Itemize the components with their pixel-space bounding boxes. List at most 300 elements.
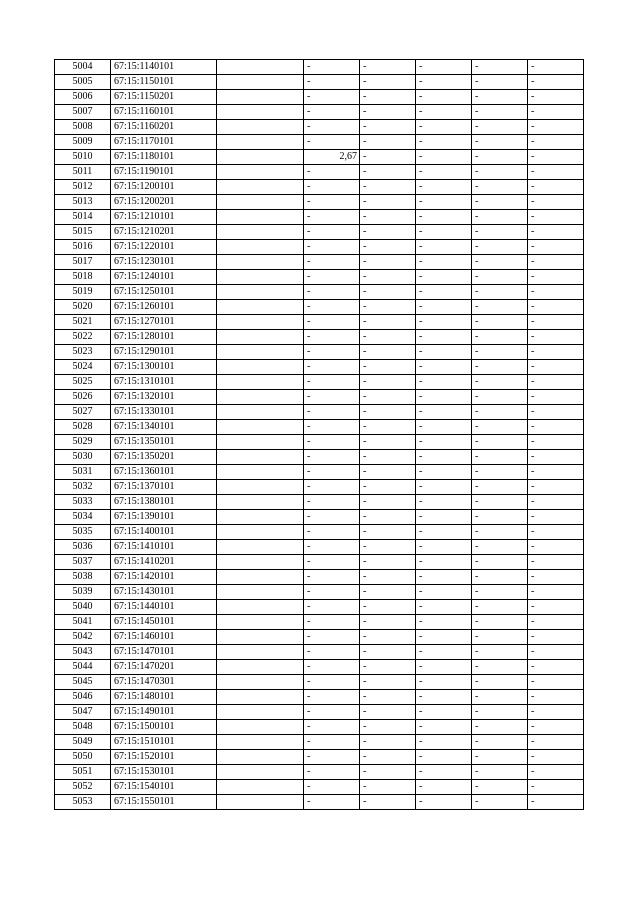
value-cell-3: -: [416, 525, 472, 540]
value-cell-5: -: [528, 315, 584, 330]
value-cell-5: -: [528, 270, 584, 285]
row-number-cell: 5045: [55, 675, 111, 690]
value-cell-2: -: [360, 480, 416, 495]
empty-cell: [217, 225, 304, 240]
row-number-cell: 5029: [55, 435, 111, 450]
value-cell-4: -: [472, 180, 528, 195]
value-cell-3: -: [416, 705, 472, 720]
value-cell-1: -: [304, 765, 360, 780]
value-cell-5: -: [528, 420, 584, 435]
empty-cell: [217, 570, 304, 585]
row-number-cell: 5044: [55, 660, 111, 675]
value-cell-4: -: [472, 705, 528, 720]
value-cell-5: -: [528, 555, 584, 570]
empty-cell: [217, 240, 304, 255]
value-cell-3: -: [416, 435, 472, 450]
value-cell-3: -: [416, 210, 472, 225]
value-cell-1: -: [304, 210, 360, 225]
value-cell-5: -: [528, 360, 584, 375]
value-cell-4: -: [472, 165, 528, 180]
value-cell-4: -: [472, 60, 528, 75]
row-number-cell: 5037: [55, 555, 111, 570]
cadastral-code-cell: 67:15:1410201: [111, 555, 217, 570]
value-cell-1: -: [304, 585, 360, 600]
value-cell-1: -: [304, 735, 360, 750]
empty-cell: [217, 525, 304, 540]
value-cell-2: -: [360, 585, 416, 600]
value-cell-3: -: [416, 255, 472, 270]
value-cell-1: -: [304, 630, 360, 645]
table-row: [55, 660, 584, 675]
value-cell-5: -: [528, 225, 584, 240]
value-cell-4: -: [472, 570, 528, 585]
value-cell-1: -: [304, 120, 360, 135]
value-cell-2: -: [360, 270, 416, 285]
value-cell-3: -: [416, 315, 472, 330]
value-cell-4: -: [472, 465, 528, 480]
empty-cell: [217, 675, 304, 690]
value-cell-2: -: [360, 90, 416, 105]
value-cell-2: -: [360, 615, 416, 630]
value-cell-4: -: [472, 300, 528, 315]
value-cell-1: -: [304, 270, 360, 285]
table-row: [55, 735, 584, 750]
value-cell-1: -: [304, 405, 360, 420]
value-cell-5: -: [528, 510, 584, 525]
value-cell-4: -: [472, 345, 528, 360]
row-number-cell: 5038: [55, 570, 111, 585]
table-row: [55, 450, 584, 465]
value-cell-5: -: [528, 645, 584, 660]
cadastral-code-cell: 67:15:1150101: [111, 75, 217, 90]
value-cell-2: -: [360, 135, 416, 150]
value-cell-5: -: [528, 405, 584, 420]
value-cell-4: -: [472, 645, 528, 660]
table-row: [55, 480, 584, 495]
value-cell-5: -: [528, 720, 584, 735]
value-cell-3: -: [416, 75, 472, 90]
row-number-cell: 5052: [55, 780, 111, 795]
cadastral-code-cell: 67:15:1440101: [111, 600, 217, 615]
value-cell-2: -: [360, 495, 416, 510]
cadastral-code-cell: 67:15:1310101: [111, 375, 217, 390]
row-number-cell: 5008: [55, 120, 111, 135]
value-cell-4: -: [472, 285, 528, 300]
table-row: [55, 420, 584, 435]
value-cell-4: -: [472, 720, 528, 735]
value-cell-3: -: [416, 90, 472, 105]
empty-cell: [217, 420, 304, 435]
value-cell-1: -: [304, 780, 360, 795]
value-cell-4: -: [472, 315, 528, 330]
value-cell-4: -: [472, 615, 528, 630]
row-number-cell: 5018: [55, 270, 111, 285]
value-cell-2: -: [360, 255, 416, 270]
value-cell-1: -: [304, 615, 360, 630]
value-cell-4: -: [472, 405, 528, 420]
row-number-cell: 5046: [55, 690, 111, 705]
value-cell-5: -: [528, 780, 584, 795]
cadastral-code-cell: 67:15:1520101: [111, 750, 217, 765]
value-cell-1: -: [304, 330, 360, 345]
value-cell-5: -: [528, 630, 584, 645]
value-cell-3: -: [416, 735, 472, 750]
empty-cell: [217, 150, 304, 165]
empty-cell: [217, 75, 304, 90]
table-row: [55, 540, 584, 555]
table-row: [55, 180, 584, 195]
row-number-cell: 5051: [55, 765, 111, 780]
value-cell-2: -: [360, 465, 416, 480]
row-number-cell: 5042: [55, 630, 111, 645]
value-cell-2: -: [360, 225, 416, 240]
value-cell-5: -: [528, 165, 584, 180]
table-row: [55, 360, 584, 375]
value-cell-3: -: [416, 465, 472, 480]
value-cell-2: -: [360, 210, 416, 225]
table-row: [55, 240, 584, 255]
empty-cell: [217, 300, 304, 315]
value-cell-5: -: [528, 255, 584, 270]
cadastral-code-cell: 67:15:1200201: [111, 195, 217, 210]
row-number-cell: 5015: [55, 225, 111, 240]
value-cell-2: -: [360, 690, 416, 705]
empty-cell: [217, 600, 304, 615]
value-cell-5: -: [528, 570, 584, 585]
table-row: [55, 645, 584, 660]
table-row: [55, 570, 584, 585]
row-number-cell: 5009: [55, 135, 111, 150]
value-cell-5: -: [528, 390, 584, 405]
value-cell-3: -: [416, 420, 472, 435]
value-cell-1: -: [304, 195, 360, 210]
value-cell-3: -: [416, 645, 472, 660]
value-cell-3: -: [416, 180, 472, 195]
value-cell-2: -: [360, 555, 416, 570]
cadastral-code-cell: 67:15:1290101: [111, 345, 217, 360]
table-row: [55, 375, 584, 390]
cadastral-code-cell: 67:15:1240101: [111, 270, 217, 285]
value-cell-4: -: [472, 240, 528, 255]
cadastral-code-cell: 67:15:1250101: [111, 285, 217, 300]
value-cell-4: -: [472, 255, 528, 270]
value-cell-1: -: [304, 705, 360, 720]
empty-cell: [217, 585, 304, 600]
value-cell-2: -: [360, 660, 416, 675]
value-cell-2: -: [360, 300, 416, 315]
value-cell-2: -: [360, 780, 416, 795]
value-cell-4: -: [472, 210, 528, 225]
value-cell-4: -: [472, 510, 528, 525]
cadastral-code-cell: 67:15:1140101: [111, 60, 217, 75]
value-cell-3: -: [416, 135, 472, 150]
value-cell-5: -: [528, 195, 584, 210]
value-cell-3: -: [416, 270, 472, 285]
value-cell-5: -: [528, 120, 584, 135]
value-cell-2: -: [360, 705, 416, 720]
value-cell-5: -: [528, 540, 584, 555]
table-row: [55, 120, 584, 135]
value-cell-2: -: [360, 435, 416, 450]
value-cell-4: -: [472, 555, 528, 570]
value-cell-4: -: [472, 375, 528, 390]
table-row: [55, 495, 584, 510]
value-cell-3: -: [416, 360, 472, 375]
value-cell-5: -: [528, 135, 584, 150]
row-number-cell: 5039: [55, 585, 111, 600]
row-number-cell: 5041: [55, 615, 111, 630]
cadastral-code-cell: 67:15:1330101: [111, 405, 217, 420]
value-cell-3: -: [416, 390, 472, 405]
value-cell-2: -: [360, 675, 416, 690]
value-cell-5: -: [528, 180, 584, 195]
row-number-cell: 5048: [55, 720, 111, 735]
empty-cell: [217, 330, 304, 345]
value-cell-2: -: [360, 510, 416, 525]
value-cell-3: -: [416, 675, 472, 690]
value-cell-4: -: [472, 120, 528, 135]
value-cell-3: -: [416, 750, 472, 765]
value-cell-5: -: [528, 345, 584, 360]
value-cell-3: -: [416, 165, 472, 180]
value-cell-4: -: [472, 660, 528, 675]
table-row: [55, 765, 584, 780]
cadastral-code-cell: 67:15:1550101: [111, 795, 217, 810]
table-row: [55, 315, 584, 330]
row-number-cell: 5013: [55, 195, 111, 210]
cadastral-code-cell: 67:15:1390101: [111, 510, 217, 525]
value-cell-1: -: [304, 675, 360, 690]
value-cell-1: -: [304, 420, 360, 435]
value-cell-1: -: [304, 360, 360, 375]
row-number-cell: 5014: [55, 210, 111, 225]
row-number-cell: 5049: [55, 735, 111, 750]
value-cell-2: -: [360, 165, 416, 180]
table-row: [55, 225, 584, 240]
table-row: [55, 630, 584, 645]
value-cell-2: -: [360, 720, 416, 735]
table-row: [55, 675, 584, 690]
value-cell-4: -: [472, 540, 528, 555]
value-cell-1: 2,67: [304, 150, 360, 165]
row-number-cell: 5012: [55, 180, 111, 195]
empty-cell: [217, 210, 304, 225]
empty-cell: [217, 315, 304, 330]
cadastral-code-cell: 67:15:1320101: [111, 390, 217, 405]
row-number-cell: 5053: [55, 795, 111, 810]
value-cell-4: -: [472, 630, 528, 645]
empty-cell: [217, 720, 304, 735]
value-cell-3: -: [416, 300, 472, 315]
value-cell-4: -: [472, 150, 528, 165]
cadastral-code-cell: 67:15:1180101: [111, 150, 217, 165]
value-cell-1: -: [304, 525, 360, 540]
value-cell-3: -: [416, 330, 472, 345]
value-cell-2: -: [360, 240, 416, 255]
value-cell-2: -: [360, 630, 416, 645]
value-cell-1: -: [304, 750, 360, 765]
value-cell-5: -: [528, 285, 584, 300]
cadastral-code-cell: 67:15:1350201: [111, 450, 217, 465]
row-number-cell: 5007: [55, 105, 111, 120]
cadastral-code-cell: 67:15:1510101: [111, 735, 217, 750]
table-row: [55, 405, 584, 420]
value-cell-1: -: [304, 105, 360, 120]
value-cell-2: -: [360, 375, 416, 390]
value-cell-1: -: [304, 600, 360, 615]
row-number-cell: 5033: [55, 495, 111, 510]
value-cell-5: -: [528, 330, 584, 345]
value-cell-3: -: [416, 240, 472, 255]
value-cell-1: -: [304, 540, 360, 555]
value-cell-2: -: [360, 450, 416, 465]
row-number-cell: 5004: [55, 60, 111, 75]
row-number-cell: 5035: [55, 525, 111, 540]
value-cell-5: -: [528, 465, 584, 480]
cadastral-code-cell: 67:15:1300101: [111, 360, 217, 375]
value-cell-3: -: [416, 405, 472, 420]
value-cell-1: -: [304, 180, 360, 195]
value-cell-2: -: [360, 120, 416, 135]
empty-cell: [217, 135, 304, 150]
row-number-cell: 5020: [55, 300, 111, 315]
value-cell-1: -: [304, 435, 360, 450]
empty-cell: [217, 465, 304, 480]
cadastral-code-cell: 67:15:1430101: [111, 585, 217, 600]
value-cell-4: -: [472, 585, 528, 600]
value-cell-2: -: [360, 390, 416, 405]
empty-cell: [217, 540, 304, 555]
empty-cell: [217, 750, 304, 765]
value-cell-5: -: [528, 105, 584, 120]
empty-cell: [217, 555, 304, 570]
value-cell-3: -: [416, 150, 472, 165]
empty-cell: [217, 90, 304, 105]
cadastral-code-cell: 67:15:1500101: [111, 720, 217, 735]
empty-cell: [217, 360, 304, 375]
row-number-cell: 5019: [55, 285, 111, 300]
value-cell-1: -: [304, 660, 360, 675]
value-cell-4: -: [472, 450, 528, 465]
value-cell-5: -: [528, 690, 584, 705]
value-cell-3: -: [416, 540, 472, 555]
cadastral-code-cell: 67:15:1230101: [111, 255, 217, 270]
table-row: [55, 555, 584, 570]
cadastral-code-cell: 67:15:1160201: [111, 120, 217, 135]
empty-cell: [217, 480, 304, 495]
table-row: [55, 270, 584, 285]
value-cell-4: -: [472, 600, 528, 615]
table-row: [55, 60, 584, 75]
cadastral-code-cell: 67:15:1220101: [111, 240, 217, 255]
value-cell-2: -: [360, 180, 416, 195]
row-number-cell: 5030: [55, 450, 111, 465]
value-cell-5: -: [528, 150, 584, 165]
empty-cell: [217, 615, 304, 630]
table-row: [55, 600, 584, 615]
value-cell-1: -: [304, 720, 360, 735]
value-cell-5: -: [528, 750, 584, 765]
table-row: [55, 75, 584, 90]
cadastral-code-cell: 67:15:1350101: [111, 435, 217, 450]
value-cell-3: -: [416, 585, 472, 600]
value-cell-5: -: [528, 435, 584, 450]
value-cell-1: -: [304, 480, 360, 495]
table-row: [55, 615, 584, 630]
value-cell-2: -: [360, 105, 416, 120]
table-row: [55, 690, 584, 705]
value-cell-4: -: [472, 690, 528, 705]
value-cell-1: -: [304, 240, 360, 255]
table-row: [55, 165, 584, 180]
cadastral-code-cell: 67:15:1410101: [111, 540, 217, 555]
table-row: [55, 345, 584, 360]
value-cell-2: -: [360, 570, 416, 585]
row-number-cell: 5032: [55, 480, 111, 495]
value-cell-1: -: [304, 570, 360, 585]
value-cell-2: -: [360, 765, 416, 780]
value-cell-5: -: [528, 75, 584, 90]
value-cell-4: -: [472, 90, 528, 105]
empty-cell: [217, 375, 304, 390]
value-cell-5: -: [528, 615, 584, 630]
value-cell-5: -: [528, 735, 584, 750]
value-cell-4: -: [472, 750, 528, 765]
empty-cell: [217, 165, 304, 180]
row-number-cell: 5026: [55, 390, 111, 405]
row-number-cell: 5010: [55, 150, 111, 165]
value-cell-4: -: [472, 270, 528, 285]
value-cell-1: -: [304, 390, 360, 405]
cadastral-code-cell: 67:15:1190101: [111, 165, 217, 180]
value-cell-3: -: [416, 630, 472, 645]
value-cell-4: -: [472, 360, 528, 375]
table-row: [55, 585, 584, 600]
table-row: [55, 465, 584, 480]
value-cell-1: -: [304, 285, 360, 300]
table-row: [55, 390, 584, 405]
value-cell-3: -: [416, 480, 472, 495]
value-cell-2: -: [360, 540, 416, 555]
cadastral-code-cell: 67:15:1160101: [111, 105, 217, 120]
cadastral-code-cell: 67:15:1210101: [111, 210, 217, 225]
value-cell-1: -: [304, 345, 360, 360]
empty-cell: [217, 255, 304, 270]
value-cell-2: -: [360, 645, 416, 660]
value-cell-4: -: [472, 420, 528, 435]
empty-cell: [217, 780, 304, 795]
cadastral-code-cell: 67:15:1400101: [111, 525, 217, 540]
empty-cell: [217, 495, 304, 510]
empty-cell: [217, 285, 304, 300]
value-cell-5: -: [528, 240, 584, 255]
value-cell-2: -: [360, 315, 416, 330]
cadastral-code-cell: 67:15:1360101: [111, 465, 217, 480]
table-body: [55, 60, 584, 810]
empty-cell: [217, 180, 304, 195]
value-cell-3: -: [416, 765, 472, 780]
value-cell-4: -: [472, 780, 528, 795]
cadastral-code-cell: 67:15:1540101: [111, 780, 217, 795]
table-row: [55, 795, 584, 810]
table-row: [55, 150, 584, 165]
value-cell-3: -: [416, 60, 472, 75]
cadastral-code-cell: 67:15:1490101: [111, 705, 217, 720]
value-cell-1: -: [304, 225, 360, 240]
value-cell-2: -: [360, 75, 416, 90]
value-cell-4: -: [472, 390, 528, 405]
value-cell-1: -: [304, 375, 360, 390]
